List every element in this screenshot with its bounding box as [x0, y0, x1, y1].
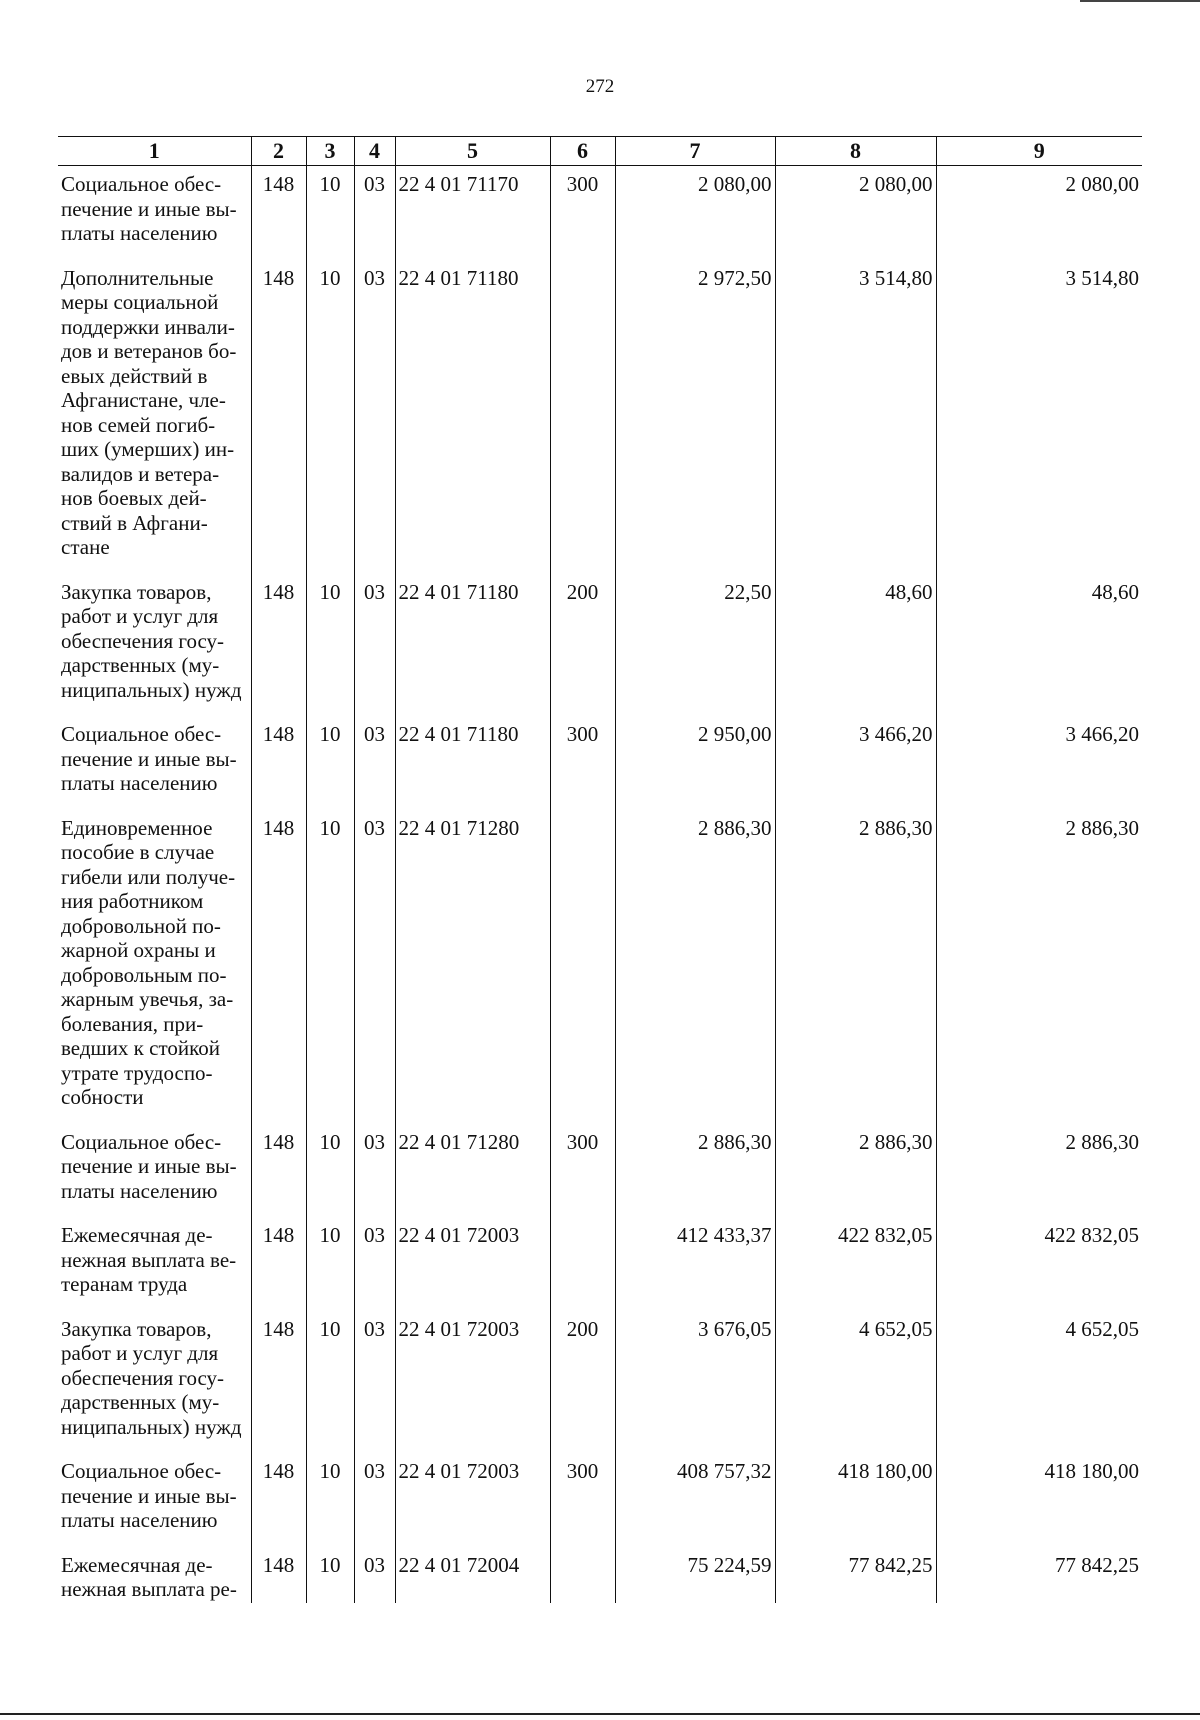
table-row — [58, 1217, 1142, 1311]
row-col6-cell: 300 — [550, 166, 615, 260]
row-col8-amount: 3 514,80 — [775, 260, 936, 574]
row-col8-amount: 418 180,00 — [775, 1453, 936, 1547]
row-code-cell: 22 4 01 72004 — [395, 1547, 550, 1603]
row-col4-cell: 03 — [354, 1124, 395, 1218]
row-code-cell: 22 4 01 71170 — [395, 166, 550, 260]
row-col6-cell: 300 — [550, 1124, 615, 1218]
row-col9-amount: 418 180,00 — [936, 1453, 1142, 1547]
row-col2-cell: 148 — [251, 716, 306, 810]
row-name-cell: Социальное обес- печение и иные вы- платы населению — [61, 172, 237, 245]
row-name-cell: Социальное обес- печение и иные вы- платы населению — [61, 1459, 237, 1532]
row-col6-cell: 300 — [550, 716, 615, 810]
row-col8-amount: 77 842,25 — [775, 1547, 936, 1603]
row-col6-cell — [550, 260, 615, 574]
table-row — [58, 1453, 1142, 1547]
header-row — [58, 137, 1142, 166]
row-col3-cell: 10 — [306, 716, 354, 810]
table-row — [58, 1311, 1142, 1454]
row-code-cell: 22 4 01 72003 — [395, 1311, 550, 1454]
row-col3-cell: 10 — [306, 1311, 354, 1454]
row-col6-cell: 300 — [550, 1453, 615, 1547]
row-col7-amount: 412 433,37 — [615, 1217, 775, 1311]
row-col3-cell: 10 — [306, 574, 354, 717]
row-col8-amount: 48,60 — [775, 574, 936, 717]
row-col7-amount: 2 080,00 — [615, 166, 775, 260]
row-name-cell: Закупка товаров, работ и услуг для обеспечения госу- дарственных (му- ниципальных) нужд — [61, 579, 242, 702]
row-col7-amount: 2 886,30 — [615, 810, 775, 1124]
row-col7-amount: 75 224,59 — [615, 1547, 775, 1603]
row-col4-cell: 03 — [354, 260, 395, 574]
row-name-cell: Единовременное пособие в случае гибели или получе- ния работником добровольной по- жарной охраны и добровольным по- жарным увечья, за- болевания, при- ведших к стойкой утрате трудоспо- собности — [61, 815, 236, 1109]
row-code-cell: 22 4 01 71280 — [395, 1124, 550, 1218]
row-col7-amount: 2 950,00 — [615, 716, 775, 810]
row-col9-amount: 4 652,05 — [936, 1311, 1142, 1454]
row-col2-cell: 148 — [251, 810, 306, 1124]
column-header-7: 7 — [615, 137, 775, 166]
row-col3-cell: 10 — [306, 166, 354, 260]
row-col2-cell: 148 — [251, 1124, 306, 1218]
row-col9-amount: 422 832,05 — [936, 1217, 1142, 1311]
row-col7-amount: 3 676,05 — [615, 1311, 775, 1454]
column-header-8: 8 — [775, 137, 936, 166]
column-header-5: 5 — [395, 137, 550, 166]
table-row — [58, 574, 1142, 717]
row-name-cell: Социальное обес- печение и иные вы- платы населению — [61, 1129, 237, 1203]
row-col6-cell: 200 — [550, 574, 615, 717]
row-col8-amount: 2 080,00 — [775, 166, 936, 260]
scan-bottom-line — [0, 1713, 1200, 1715]
row-col4-cell: 03 — [354, 166, 395, 260]
row-col9-amount: 3 466,20 — [936, 716, 1142, 810]
row-col9-amount: 2 886,30 — [936, 810, 1142, 1124]
column-header-1: 1 — [58, 137, 251, 166]
row-code-cell: 22 4 01 72003 — [395, 1453, 550, 1547]
row-code-cell: 22 4 01 71180 — [395, 260, 550, 574]
column-header-2: 2 — [251, 137, 306, 166]
row-col8-amount: 4 652,05 — [775, 1311, 936, 1454]
row-col2-cell: 148 — [251, 1547, 306, 1603]
row-col7-amount: 2 972,50 — [615, 260, 775, 574]
row-name-cell: Социальное обес- печение и иные вы- платы населению — [61, 722, 237, 795]
column-header-3: 3 — [306, 137, 354, 166]
budget-table — [58, 136, 1142, 1603]
row-col2-cell: 148 — [251, 260, 306, 574]
row-name-cell: Дополнительные меры социальной поддержки инвали- дов и ветеранов бо- евых действий в Афганистане, чле- нов семей погиб- ших (умерших) ин- валидов и ветера- нов боевых дей- ствий в Афгани- стане — [61, 265, 237, 559]
row-col3-cell: 10 — [306, 810, 354, 1124]
row-col6-cell — [550, 810, 615, 1124]
table-body — [58, 166, 1142, 1603]
row-col4-cell: 03 — [354, 1547, 395, 1603]
row-name-cell: Ежемесячная де- нежная выплата ве- теранам труда — [61, 1223, 237, 1296]
row-col2-cell: 148 — [251, 166, 306, 260]
scan-edge-line — [1080, 0, 1200, 2]
row-col8-amount: 3 466,20 — [775, 716, 936, 810]
table-row — [58, 166, 1142, 260]
row-code-cell: 22 4 01 71180 — [395, 574, 550, 717]
table-row — [58, 1124, 1142, 1218]
row-col4-cell: 03 — [354, 574, 395, 717]
table-row — [58, 716, 1142, 810]
row-col4-cell: 03 — [354, 810, 395, 1124]
row-col3-cell: 10 — [306, 1453, 354, 1547]
row-col9-amount: 77 842,25 — [936, 1547, 1142, 1603]
column-header-9: 9 — [936, 137, 1142, 166]
row-col2-cell: 148 — [251, 1217, 306, 1311]
row-col3-cell: 10 — [306, 1547, 354, 1603]
row-col4-cell: 03 — [354, 716, 395, 810]
row-col2-cell: 148 — [251, 1311, 306, 1454]
row-col4-cell: 03 — [354, 1311, 395, 1454]
row-col2-cell: 148 — [251, 1453, 306, 1547]
row-col9-amount: 2 080,00 — [936, 166, 1142, 260]
row-col2-cell: 148 — [251, 574, 306, 717]
table-row — [58, 810, 1142, 1124]
row-col7-amount: 408 757,32 — [615, 1453, 775, 1547]
row-col3-cell: 10 — [306, 1124, 354, 1218]
row-col9-amount: 3 514,80 — [936, 260, 1142, 574]
page-number: 272 — [585, 76, 615, 97]
row-col9-amount: 2 886,30 — [936, 1124, 1142, 1218]
row-col3-cell: 10 — [306, 1217, 354, 1311]
column-header-6: 6 — [550, 137, 615, 166]
table-row — [58, 260, 1142, 574]
row-col8-amount: 2 886,30 — [775, 1124, 936, 1218]
row-col8-amount: 2 886,30 — [775, 810, 936, 1124]
row-col7-amount: 2 886,30 — [615, 1124, 775, 1218]
row-col6-cell: 200 — [550, 1311, 615, 1454]
row-col9-amount: 48,60 — [936, 574, 1142, 717]
row-col7-amount: 22,50 — [615, 574, 775, 717]
row-code-cell: 22 4 01 71280 — [395, 810, 550, 1124]
table-row — [58, 1547, 1142, 1603]
row-code-cell: 22 4 01 71180 — [395, 716, 550, 810]
row-col6-cell — [550, 1217, 615, 1311]
row-name-cell: Закупка товаров, работ и услуг для обеспечения госу- дарственных (му- ниципальных) нужд — [61, 1316, 242, 1439]
row-col6-cell — [550, 1547, 615, 1603]
column-header-4: 4 — [354, 137, 395, 166]
row-col4-cell: 03 — [354, 1453, 395, 1547]
row-code-cell: 22 4 01 72003 — [395, 1217, 550, 1311]
row-col3-cell: 10 — [306, 260, 354, 574]
row-col8-amount: 422 832,05 — [775, 1217, 936, 1311]
row-name-cell: Ежемесячная де- нежная выплата ре- — [61, 1552, 237, 1601]
row-col4-cell: 03 — [354, 1217, 395, 1311]
